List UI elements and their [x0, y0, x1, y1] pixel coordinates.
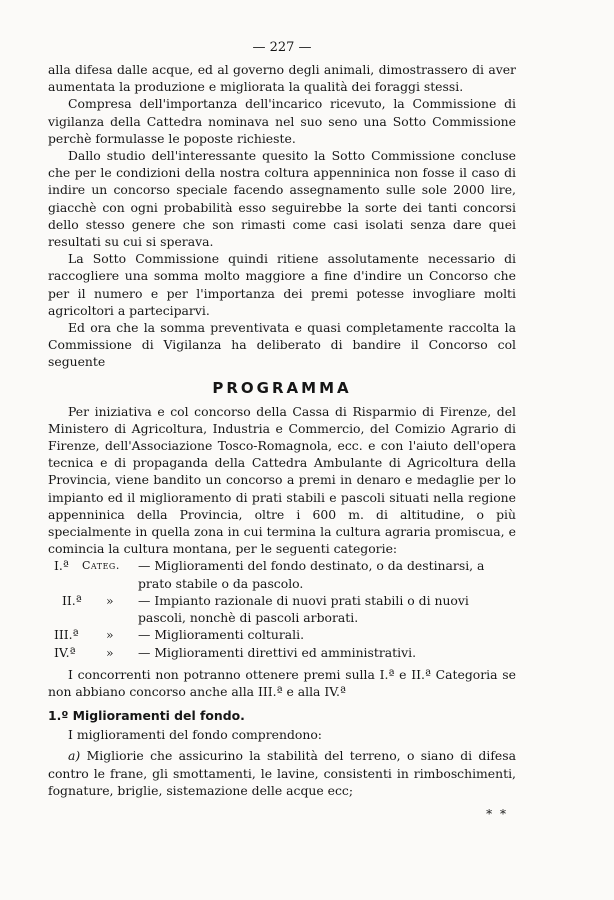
category-ditto: »	[106, 644, 114, 660]
item-a-text: Migliorie che assicurino la stabilità del terreno, o siano di difesa contro le frane, gli smottamenti, le lavine, consistenti in rimboschimenti, fognature, briglie, sistemazione delle acque ecc;	[48, 748, 516, 798]
item-a	[48, 747, 516, 799]
category-text: — Miglioramenti del fondo destinato, o da destinarsi, a prato stabile o da pascolo.	[138, 558, 485, 591]
paragraph-programma: Per iniziativa e col concorso della Cassa di Risparmio di Firenze, del Ministero di Agricoltura, Industria e Commercio, del Comizio Agrario di Firenze, dell'Associazione Tosco-Romagnola, ecc. e con l'aiuto dell'opera tecnica e di propaganda della Cattedra Ambulante di Agricoltura della Provincia, viene bandito un concorso a premi in denaro e medaglie per lo impianto ed il miglioramento di prati stabili e pascoli situati nella regione appenninica della Provincia, oltre i 600 m. di altitudine, o più specialmente in quella zona in cui termina la cultura agraria promiscua, e comincia la cultura montana, per le seguenti categorie:	[48, 403, 516, 557]
section-title: 1.º Miglioramenti del fondo.	[48, 708, 245, 724]
category-item	[54, 592, 516, 626]
paragraph-commissione: Compresa dell'importanza dell'incarico ricevuto, la Commissione di vigilanza della Cattedra nominava nel suo seno una Sotto Commissione perchè formulasse le poposte richieste.	[48, 96, 516, 146]
category-text: — Miglioramenti direttivi ed amministrativi.	[138, 644, 417, 660]
category-item	[54, 644, 516, 661]
category-text: — Impianto razionale di nuovi prati stabili o di nuovi pascoli, nonchè di pascoli arborati.	[138, 592, 469, 626]
category-number: I.ª	[54, 558, 69, 574]
page-number: — 227 —	[252, 40, 312, 55]
category-number: IV.ª	[54, 644, 76, 660]
category-number: II.ª	[62, 592, 82, 608]
item-a-label: a)	[68, 748, 81, 764]
category-ditto: »	[106, 592, 114, 608]
heading-programma: PROGRAMMA	[212, 378, 352, 397]
paragraph-studio: Dallo studio dell'interessante quesito la Sotto Commissione concluse che per le condizioni della nostra coltura appenninica non fosse il caso di indire un concorso speciale facendo assegnamento sulle sole 2000 lire, giacchè con ogni probabilità esso seguirebbe la sorte dei tanti concorsi dello stesso genere che son rimasti come casi isolati senza dare quei resultati su cui si sperava.	[48, 148, 516, 250]
category-ditto: »	[106, 627, 114, 643]
paragraph-concorrenti: I concorrenti non potranno ottenere premi sulla I.ª e II.ª Categoria se non abbiano concorso anche alla III.ª e alla IV.ª	[48, 666, 516, 699]
category-item	[54, 626, 516, 643]
category-text: — Miglioramenti colturali.	[138, 627, 305, 643]
paragraph-sotto-commissione: La Sotto Commissione quindi ritiene assolutamente necessario di raccogliere una somma molto maggiore a fine d'indire un Concorso che per il numero e per l'importanza dei premi potesse invogliare molti agricoltori a parteciparvi.	[48, 251, 516, 318]
paragraph-somma: Ed ora che la somma preventivata e quasi completamente raccolta la Commissione di Vigilanza ha deliberato di bandire il Concorso col seguente	[48, 320, 516, 370]
signature-mark: * *	[486, 806, 508, 821]
category-number: III.ª	[54, 627, 79, 643]
section-intro: I miglioramenti del fondo comprendono:	[68, 727, 322, 743]
paragraph-continuation: alla difesa dalle acque, ed al governo degli animali, dimostrassero di aver aumentata la produzione e migliorata la qualità dei foraggi stessi.	[48, 62, 516, 95]
category-label: Categ.	[82, 559, 120, 573]
category-item	[54, 557, 516, 591]
document-page	[48, 40, 516, 821]
categories-list	[54, 557, 516, 660]
